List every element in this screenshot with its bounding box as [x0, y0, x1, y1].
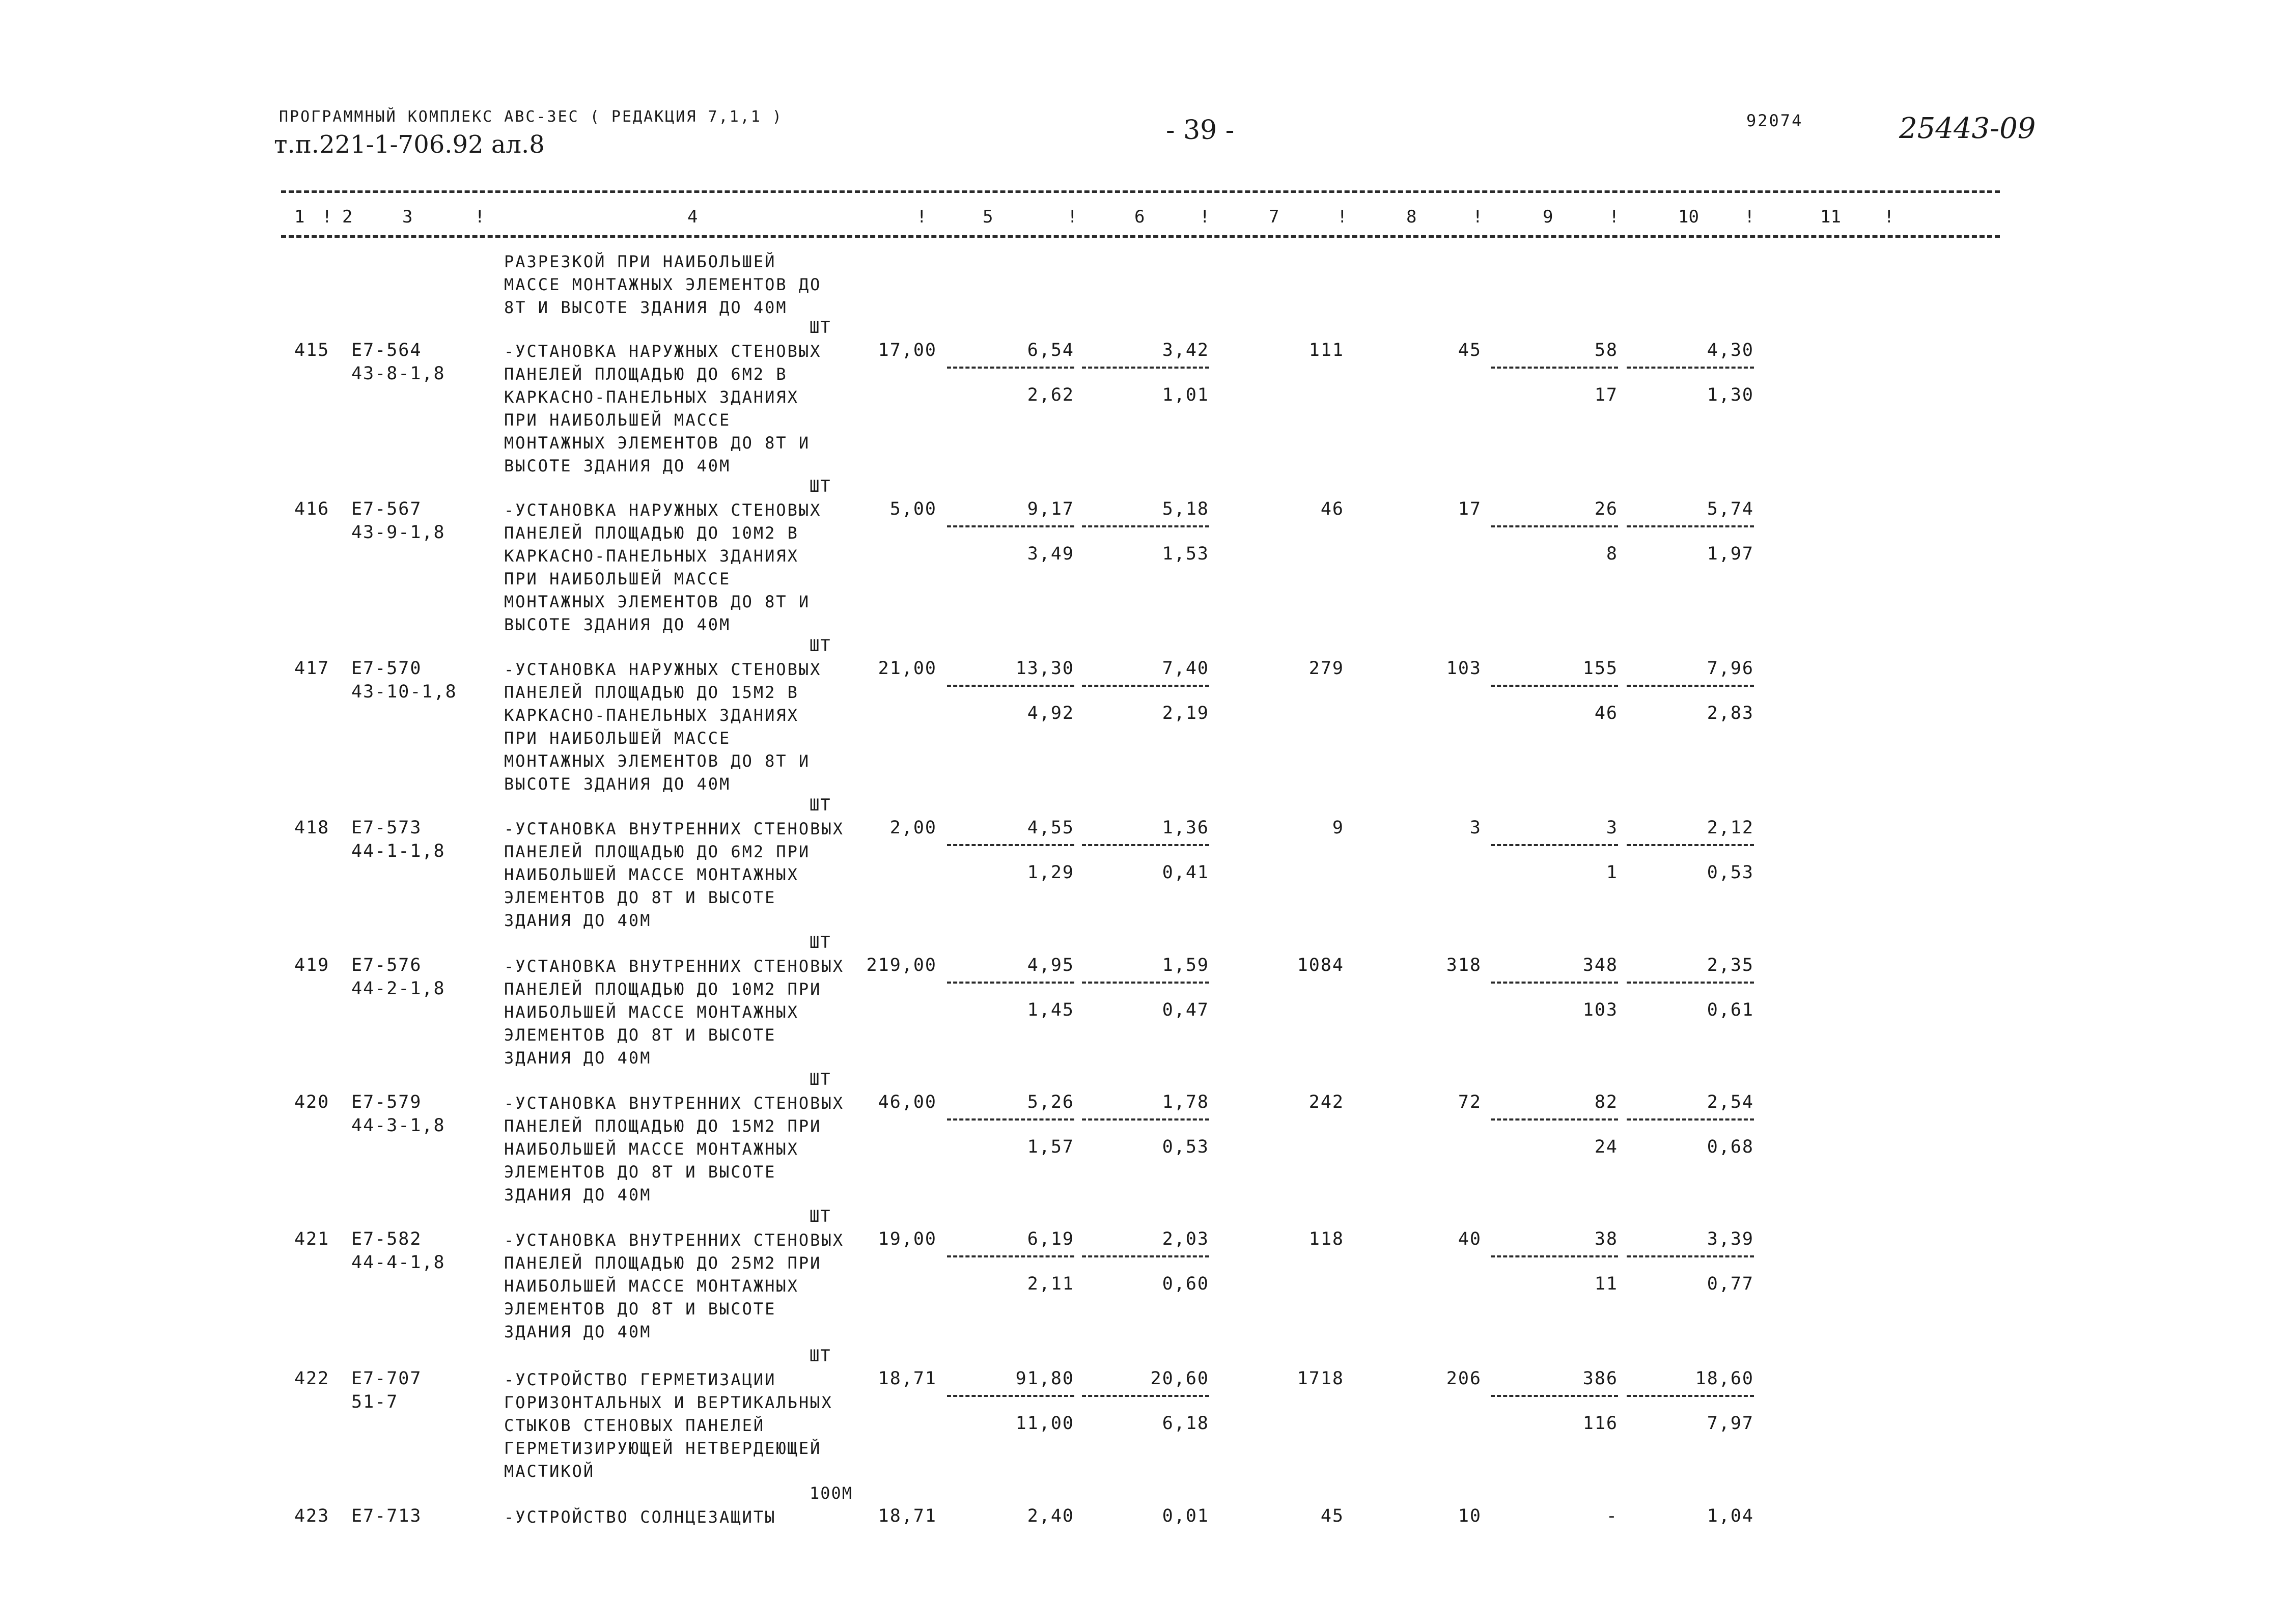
row-value-c6b: 0,47	[1162, 1000, 1209, 1020]
column-separator: !	[1744, 207, 1755, 227]
row-value-c6b: 6,18	[1162, 1413, 1209, 1434]
row-value-c10a: 2,12	[1707, 818, 1754, 838]
row-number: 416	[294, 499, 330, 519]
column-header-10: 10	[1678, 207, 1699, 227]
fraction-rule	[947, 844, 1074, 846]
row-value-c6b: 0,53	[1162, 1137, 1209, 1157]
row-number: 422	[294, 1368, 330, 1389]
fraction-rule	[1627, 1395, 1754, 1397]
project-code: т.п.221-1-706.92 ал.8	[274, 130, 545, 159]
row-value-c9a: 26	[1594, 499, 1618, 519]
row-code: Е7-576	[351, 955, 422, 975]
row-value-c4: 18,71	[878, 1368, 937, 1389]
row-value-c5a: 4,55	[1027, 818, 1074, 838]
row-value-c9a: 3	[1606, 818, 1618, 838]
row-value-c9b: 116	[1582, 1413, 1618, 1434]
row-value-c10a: 3,39	[1707, 1229, 1754, 1249]
row-code: Е7-579	[351, 1092, 422, 1112]
row-value-c7: 1718	[1297, 1368, 1344, 1389]
column-header-5: 5	[983, 207, 993, 227]
row-value-c5a: 6,19	[1027, 1229, 1074, 1249]
fraction-rule	[1491, 982, 1618, 984]
row-number: 415	[294, 340, 330, 360]
row-value-c7: 111	[1308, 340, 1344, 360]
row-description: -УСТАНОВКА НАРУЖНЫХ СТЕНОВЫХ ПАНЕЛЕЙ ПЛОЩАДЬЮ ДО 15М2 В КАРКАСНО-ПАНЕЛЬНЫХ ЗДАНИЯХ ПРИ НАИБОЛЬШЕЙ МАССЕ МОНТАЖНЫХ ЭЛЕМЕНТОВ ДО 8Т И ВЫСОТЕ ЗДАНИЯ ДО 40М	[504, 660, 822, 794]
fraction-rule	[947, 982, 1074, 984]
row-value-c10a: 7,96	[1707, 658, 1754, 679]
row-description: -УСТАНОВКА НАРУЖНЫХ СТЕНОВЫХ ПАНЕЛЕЙ ПЛОЩАДЬЮ ДО 10М2 В КАРКАСНО-ПАНЕЛЬНЫХ ЗДАНИЯХ ПРИ НАИБОЛЬШЕЙ МАССЕ МОНТАЖНЫХ ЭЛЕМЕНТОВ ДО 8Т И ВЫСОТЕ ЗДАНИЯ ДО 40М	[504, 500, 822, 634]
row-value-c5b: 3,49	[1027, 544, 1074, 564]
row-value-c7: 118	[1308, 1229, 1344, 1249]
column-separator: !	[1067, 207, 1078, 227]
row-value-c10a: 2,54	[1707, 1092, 1754, 1112]
program-title: ПРОГРАММНЫЙ КОМПЛЕКС АВС-3ЕС ( РЕДАКЦИЯ 7,1,1 )	[279, 108, 783, 126]
row-value-c10a: 2,35	[1707, 955, 1754, 975]
row-value-c9b: 17	[1594, 385, 1618, 405]
column-header-2: 2	[342, 207, 353, 227]
row-value-c10a: 5,74	[1707, 499, 1754, 519]
row-description: -УСТАНОВКА ВНУТРЕННИХ СТЕНОВЫХ ПАНЕЛЕЙ ПЛОЩАДЬЮ ДО 25М2 ПРИ НАИБОЛЬШЕЙ МАССЕ МОНТАЖНЫХ ЭЛЕМЕНТОВ ДО 8Т И ВЫСОТЕ ЗДАНИЯ ДО 40М	[504, 1230, 844, 1341]
row-value-c9b: 46	[1594, 703, 1618, 723]
row-value-c10a: 4,30	[1707, 340, 1754, 360]
column-header-7: 7	[1269, 207, 1279, 227]
row-value-c10a: 1,04	[1707, 1506, 1754, 1526]
row-value-c6a: 7,40	[1162, 658, 1209, 679]
unit-label: 100М	[810, 1483, 853, 1503]
fraction-rule	[1491, 525, 1618, 527]
fraction-rule	[947, 1395, 1074, 1397]
row-value-c5b: 1,57	[1027, 1137, 1074, 1157]
row-value-c5b: 2,11	[1027, 1274, 1074, 1294]
row-value-c10a: 18,60	[1695, 1368, 1754, 1389]
fraction-rule	[1082, 1118, 1209, 1121]
row-value-c6a: 1,78	[1162, 1092, 1209, 1112]
row-value-c8: 10	[1458, 1506, 1482, 1526]
document-code: 92074	[1746, 111, 1803, 130]
unit-label: ШТ	[810, 1070, 831, 1089]
column-separator: !	[1884, 207, 1894, 227]
fraction-rule	[1627, 525, 1754, 527]
row-value-c9a: 38	[1594, 1229, 1618, 1249]
row-value-c6b: 1,53	[1162, 544, 1209, 564]
column-separator: !	[1337, 207, 1348, 227]
row-code: Е7-573	[351, 818, 422, 838]
row-value-c9a: 82	[1594, 1092, 1618, 1112]
row-code-sub: 43-9-1,8	[351, 522, 445, 543]
row-value-c4: 18,71	[878, 1506, 937, 1526]
fraction-rule	[1082, 1255, 1209, 1257]
column-header-8: 8	[1406, 207, 1417, 227]
row-value-c8: 72	[1458, 1092, 1482, 1112]
row-value-c9b: 8	[1606, 544, 1618, 564]
fraction-rule	[1082, 685, 1209, 687]
row-value-c10b: 7,97	[1707, 1413, 1754, 1434]
row-value-c5b: 2,62	[1027, 385, 1074, 405]
column-separator: !	[1200, 207, 1210, 227]
column-header-6: 6	[1134, 207, 1145, 227]
row-value-c7: 9	[1332, 818, 1344, 838]
intro-text: РАЗРЕЗКОЙ ПРИ НАИБОЛЬШЕЙ МАССЕ МОНТАЖНЫХ ЭЛЕМЕНТОВ ДО 8Т И ВЫСОТЕ ЗДАНИЯ ДО 40М	[504, 252, 822, 317]
fraction-rule	[947, 1255, 1074, 1257]
fraction-rule	[1627, 367, 1754, 369]
row-description: -УСТАНОВКА ВНУТРЕННИХ СТЕНОВЫХ ПАНЕЛЕЙ ПЛОЩАДЬЮ ДО 15М2 ПРИ НАИБОЛЬШЕЙ МАССЕ МОНТАЖНЫХ ЭЛЕМЕНТОВ ДО 8Т И ВЫСОТЕ ЗДАНИЯ ДО 40М	[504, 1094, 844, 1205]
fraction-rule	[1082, 982, 1209, 984]
column-header-11: 11	[1820, 207, 1841, 227]
row-description: -УСТАНОВКА НАРУЖНЫХ СТЕНОВЫХ ПАНЕЛЕЙ ПЛОЩАДЬЮ ДО 6М2 В КАРКАСНО-ПАНЕЛЬНЫХ ЗДАНИЯХ ПРИ НАИБОЛЬШЕЙ МАССЕ МОНТАЖНЫХ ЭЛЕМЕНТОВ ДО 8Т И ВЫСОТЕ ЗДАНИЯ ДО 40М	[504, 342, 822, 475]
row-value-c8: 45	[1458, 340, 1482, 360]
row-description: -УСТАНОВКА ВНУТРЕННИХ СТЕНОВЫХ ПАНЕЛЕЙ ПЛОЩАДЬЮ ДО 6М2 ПРИ НАИБОЛЬШЕЙ МАССЕ МОНТАЖНЫХ ЭЛЕМЕНТОВ ДО 8Т И ВЫСОТЕ ЗДАНИЯ ДО 40М	[504, 819, 844, 930]
row-value-c10b: 0,77	[1707, 1274, 1754, 1294]
row-code: Е7-564	[351, 340, 422, 360]
row-value-c8: 103	[1446, 658, 1482, 679]
column-header-4: 4	[687, 207, 698, 227]
row-value-c5b: 11,00	[1015, 1413, 1074, 1434]
row-value-c5a: 13,30	[1015, 658, 1074, 679]
fraction-rule	[1491, 844, 1618, 846]
row-value-c7: 46	[1320, 499, 1344, 519]
row-value-c9b: 11	[1594, 1274, 1618, 1294]
row-code: Е7-567	[351, 499, 422, 519]
fraction-rule	[1491, 1395, 1618, 1397]
row-code: Е7-713	[351, 1506, 422, 1526]
top-rule	[281, 190, 2000, 193]
row-value-c6a: 1,59	[1162, 955, 1209, 975]
fraction-rule	[947, 1118, 1074, 1121]
row-value-c6a: 2,03	[1162, 1229, 1209, 1249]
row-value-c7: 45	[1320, 1506, 1344, 1526]
unit-label: ШТ	[810, 1346, 831, 1365]
row-value-c6a: 3,42	[1162, 340, 1209, 360]
row-value-c7: 242	[1308, 1092, 1344, 1112]
row-value-c5a: 9,17	[1027, 499, 1074, 519]
row-value-c9a: 155	[1582, 658, 1618, 679]
row-value-c4: 219,00	[866, 955, 937, 975]
row-value-c6a: 0,01	[1162, 1506, 1209, 1526]
row-value-c9b: 24	[1594, 1137, 1618, 1157]
row-value-c9a: 386	[1582, 1368, 1618, 1389]
row-value-c8: 17	[1458, 499, 1482, 519]
row-value-c4: 2,00	[889, 818, 937, 838]
row-code-sub: 43-10-1,8	[351, 682, 457, 702]
row-value-c5a: 2,40	[1027, 1506, 1074, 1526]
fraction-rule	[1082, 1395, 1209, 1397]
row-code: Е7-707	[351, 1368, 422, 1389]
row-value-c8: 3	[1469, 818, 1482, 838]
fraction-rule	[947, 685, 1074, 687]
row-value-c6b: 0,41	[1162, 862, 1209, 883]
row-value-c10b: 1,97	[1707, 544, 1754, 564]
row-value-c4: 17,00	[878, 340, 937, 360]
fraction-rule	[1082, 844, 1209, 846]
row-number: 419	[294, 955, 330, 975]
row-number: 418	[294, 818, 330, 838]
row-code: Е7-582	[351, 1229, 422, 1249]
row-number: 417	[294, 658, 330, 679]
row-code-sub: 43-8-1,8	[351, 363, 445, 384]
unit-label: ШТ	[810, 1207, 831, 1226]
fraction-rule	[1627, 685, 1754, 687]
unit-label: ШТ	[810, 477, 831, 496]
row-value-c9a: 58	[1594, 340, 1618, 360]
row-value-c6a: 1,36	[1162, 818, 1209, 838]
fraction-rule	[1491, 367, 1618, 369]
row-value-c10b: 1,30	[1707, 385, 1754, 405]
row-value-c10b: 2,83	[1707, 703, 1754, 723]
fraction-rule	[1627, 1255, 1754, 1257]
row-value-c7: 279	[1308, 658, 1344, 679]
row-value-c10b: 0,61	[1707, 1000, 1754, 1020]
row-code: Е7-570	[351, 658, 422, 679]
row-number: 420	[294, 1092, 330, 1112]
column-header-1: 1	[294, 207, 305, 227]
column-header-9: 9	[1543, 207, 1553, 227]
row-value-c5a: 5,26	[1027, 1092, 1074, 1112]
row-value-c6b: 2,19	[1162, 703, 1209, 723]
column-separator: !	[1609, 207, 1620, 227]
row-value-c6b: 1,01	[1162, 385, 1209, 405]
row-number: 423	[294, 1506, 330, 1526]
row-description: -УСТАНОВКА ВНУТРЕННИХ СТЕНОВЫХ ПАНЕЛЕЙ ПЛОЩАДЬЮ ДО 10М2 ПРИ НАИБОЛЬШЕЙ МАССЕ МОНТАЖНЫХ ЭЛЕМЕНТОВ ДО 8Т И ВЫСОТЕ ЗДАНИЯ ДО 40М	[504, 957, 844, 1068]
fraction-rule	[1627, 982, 1754, 984]
fraction-rule	[1627, 1118, 1754, 1121]
row-code-sub: 44-2-1,8	[351, 978, 445, 999]
unit-label: ШТ	[810, 933, 831, 952]
row-value-c4: 19,00	[878, 1229, 937, 1249]
row-value-c5b: 4,92	[1027, 703, 1074, 723]
fraction-rule	[1491, 1118, 1618, 1121]
fraction-rule	[1491, 1255, 1618, 1257]
header-rule	[281, 235, 2000, 238]
fraction-rule	[1082, 525, 1209, 527]
row-value-c8: 318	[1446, 955, 1482, 975]
row-value-c5b: 1,45	[1027, 1000, 1074, 1020]
fraction-rule	[1082, 367, 1209, 369]
fraction-rule	[1491, 685, 1618, 687]
column-separator: !	[1472, 207, 1483, 227]
column-separator: !	[916, 207, 927, 227]
row-value-c9a: 348	[1582, 955, 1618, 975]
row-value-c7: 1084	[1297, 955, 1344, 975]
row-value-c9b: 103	[1582, 1000, 1618, 1020]
column-separator: !	[322, 207, 332, 227]
row-value-c4: 21,00	[878, 658, 937, 679]
row-value-c6a: 5,18	[1162, 499, 1209, 519]
row-value-c5b: 1,29	[1027, 862, 1074, 883]
row-value-c9b: 1	[1606, 862, 1618, 883]
row-description: -УСТРОЙСТВО СОЛНЦЕЗАЩИТЫ	[504, 1507, 776, 1527]
fraction-rule	[947, 525, 1074, 527]
row-description: -УСТРОЙСТВО ГЕРМЕТИЗАЦИИ ГОРИЗОНТАЛЬНЫХ И ВЕРТИКАЛЬНЫХ СТЫКОВ СТЕНОВЫХ ПАНЕЛЕЙ ГЕРМЕТИЗИРУЮЩЕЙ НЕТВЕРДЕЮЩЕЙ МАСТИКОЙ	[504, 1370, 833, 1481]
row-value-c5a: 4,95	[1027, 955, 1074, 975]
row-value-c6a: 20,60	[1150, 1368, 1209, 1389]
row-number: 421	[294, 1229, 330, 1249]
row-code-sub: 44-4-1,8	[351, 1252, 445, 1273]
row-value-c9a: -	[1606, 1506, 1618, 1526]
row-code-sub: 51-7	[351, 1392, 399, 1412]
column-separator: !	[475, 207, 485, 227]
page-number: - 39 -	[1166, 115, 1235, 146]
unit-label: ШТ	[810, 636, 831, 655]
row-value-c5a: 6,54	[1027, 340, 1074, 360]
row-value-c5a: 91,80	[1015, 1368, 1074, 1389]
row-value-c8: 40	[1458, 1229, 1482, 1249]
fraction-rule	[1627, 844, 1754, 846]
row-code-sub: 44-1-1,8	[351, 841, 445, 861]
column-header-3: 3	[402, 207, 413, 227]
row-value-c10b: 0,68	[1707, 1137, 1754, 1157]
unit-label: ШТ	[810, 318, 831, 337]
row-value-c10b: 0,53	[1707, 862, 1754, 883]
row-code-sub: 44-3-1,8	[351, 1115, 445, 1136]
fraction-rule	[947, 367, 1074, 369]
row-value-c6b: 0,60	[1162, 1274, 1209, 1294]
handwritten-number: 25443-09	[1899, 112, 2036, 145]
row-value-c8: 206	[1446, 1368, 1482, 1389]
unit-label: ШТ	[810, 795, 831, 815]
row-value-c4: 46,00	[878, 1092, 937, 1112]
row-value-c4: 5,00	[889, 499, 937, 519]
